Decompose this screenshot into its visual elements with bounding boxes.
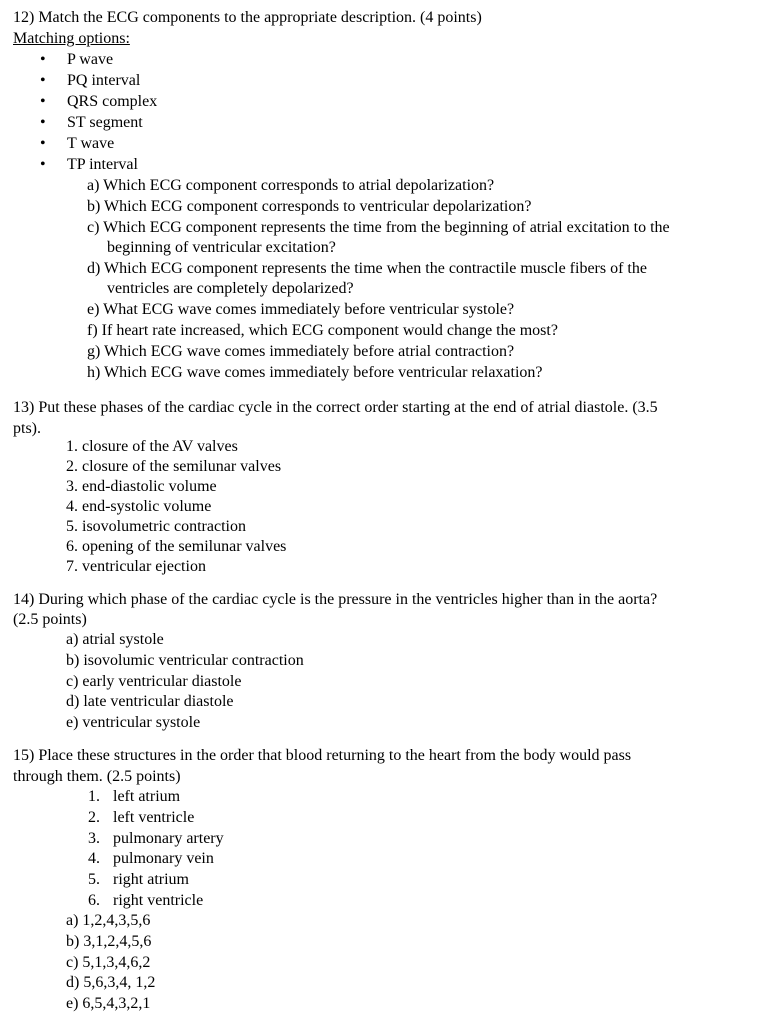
bullet-icon: • <box>40 51 46 68</box>
answer-choice: e) 6,5,4,3,2,1 <box>66 995 151 1012</box>
answer-choice: b) 3,1,2,4,5,6 <box>66 933 152 950</box>
sub-question: g) Which ECG wave comes immediately before atrial contraction? <box>87 343 515 360</box>
phase-item: 2. closure of the semilunar valves <box>66 458 282 475</box>
sub-question: e) What ECG wave comes immediately before ventricular systole? <box>87 301 515 318</box>
structure-name: right ventricle <box>113 892 204 909</box>
structure-name: pulmonary artery <box>113 830 224 847</box>
sub-question: f) If heart rate increased, which ECG component would change the most? <box>87 322 558 339</box>
sub-question: a) Which ECG component corresponds to atrial depolarization? <box>87 177 495 194</box>
sub-question: h) Which ECG wave comes immediately before ventricular relaxation? <box>87 364 543 381</box>
option-item: T wave <box>67 135 115 152</box>
question-14-title-cont: (2.5 points) <box>13 611 87 628</box>
matching-options-label: Matching options: <box>13 30 130 47</box>
bullet-icon: • <box>40 156 46 173</box>
phase-item: 1. closure of the AV valves <box>66 438 238 455</box>
bullet-icon: • <box>40 72 46 89</box>
structure-number: 3. <box>88 830 100 847</box>
option-item: PQ interval <box>67 72 141 89</box>
sub-question: b) Which ECG component corresponds to ventricular depolarization? <box>87 198 532 215</box>
question-13-title: 13) Put these phases of the cardiac cycle in the correct order starting at the end of atrial diastole. (3.5 <box>13 399 658 416</box>
sub-question: c) Which ECG component represents the time from the beginning of atrial excitation to the <box>87 219 670 236</box>
structure-name: pulmonary vein <box>113 850 214 867</box>
sub-question-cont: ventricles are completely depolarized? <box>107 280 354 297</box>
bullet-icon: • <box>40 114 46 131</box>
answer-choice: a) 1,2,4,3,5,6 <box>66 912 151 929</box>
option-item: ST segment <box>67 114 143 131</box>
phase-item: 3. end-diastolic volume <box>66 478 217 495</box>
structure-name: right atrium <box>113 871 189 888</box>
bullet-icon: • <box>40 135 46 152</box>
sub-question-cont: beginning of ventricular excitation? <box>107 239 336 256</box>
option-item: TP interval <box>67 156 138 173</box>
structure-name: left ventricle <box>113 809 195 826</box>
question-15-title-cont: through them. (2.5 points) <box>13 768 181 785</box>
answer-choice: b) isovolumic ventricular contraction <box>66 652 304 669</box>
question-12-title: 12) Match the ECG components to the appropriate description. (4 points) <box>13 9 482 26</box>
answer-choice: c) 5,1,3,4,6,2 <box>66 954 151 971</box>
structure-number: 1. <box>88 788 100 805</box>
structure-number: 6. <box>88 892 100 909</box>
structure-name: left atrium <box>113 788 181 805</box>
question-14-title: 14) During which phase of the cardiac cycle is the pressure in the ventricles higher than in the aorta? <box>13 591 658 608</box>
sub-question: d) Which ECG component represents the time when the contractile muscle fibers of the <box>87 260 647 277</box>
answer-choice: e) ventricular systole <box>66 714 201 731</box>
answer-choice: c) early ventricular diastole <box>66 673 242 690</box>
bullet-icon: • <box>40 93 46 110</box>
option-item: QRS complex <box>67 93 158 110</box>
phase-item: 6. opening of the semilunar valves <box>66 538 287 555</box>
question-15-title: 15) Place these structures in the order that blood returning to the heart from the body would pass <box>13 747 632 764</box>
phase-item: 4. end-systolic volume <box>66 498 212 515</box>
answer-choice: a) atrial systole <box>66 631 164 648</box>
phase-item: 5. isovolumetric contraction <box>66 518 246 535</box>
structure-number: 5. <box>88 871 100 888</box>
answer-choice: d) late ventricular diastole <box>66 693 234 710</box>
answer-choice: d) 5,6,3,4, 1,2 <box>66 974 156 991</box>
structure-number: 2. <box>88 809 100 826</box>
option-item: P wave <box>67 51 114 68</box>
phase-item: 7. ventricular ejection <box>66 558 206 575</box>
structure-number: 4. <box>88 850 100 867</box>
question-13-title-cont: pts). <box>13 420 41 437</box>
